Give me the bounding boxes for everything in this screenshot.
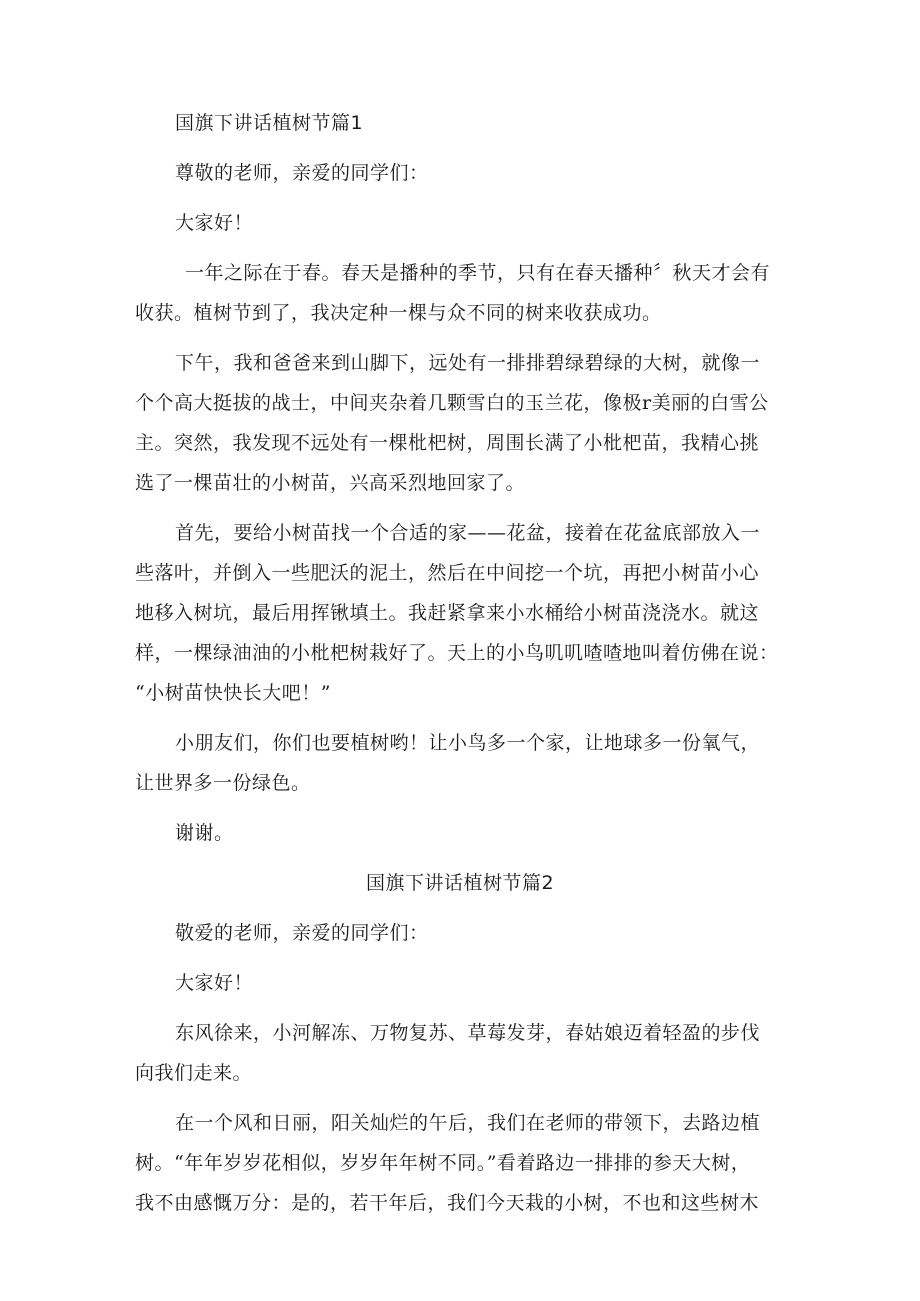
paragraph-line: 些落叶，并倒入一些肥沃的泥土，然后在中间挖一个坑，再把小树苗小心: [135, 562, 760, 584]
paragraph-line: “小树苗快快长大吧！”: [135, 682, 331, 704]
paragraph-line: 一年之际在于春。春天是播种的季节，只有在春天播种〞秋天才会有: [185, 262, 771, 284]
section2-salutation: 敬爱的老师，亲爱的同学们：: [175, 922, 429, 944]
section1-closing: 谢谢。: [175, 822, 234, 844]
section2-paragraph-2: [135, 1103, 785, 1223]
section2-greeting: 大家好！: [175, 972, 254, 994]
paragraph-line: 选了一棵苗壮的小树苗，兴高采烈地回家了。: [135, 472, 526, 494]
section1-paragraph-4: [135, 723, 785, 803]
paragraph-line: 主。突然，我发现不远处有一棵枇杷树，周围长满了小枇杷苗，我精心挑: [135, 432, 760, 454]
section1-paragraph-2: [135, 343, 785, 503]
section1-paragraph-1: [135, 253, 785, 333]
paragraph-line: 向我们走来。: [135, 1062, 253, 1084]
paragraph-line: 地移入树坑，最后用挥锹填土。我赶紧拿来小水桶给小树苗浇浇水。就这: [135, 602, 760, 624]
section1-salutation: 尊敬的老师，亲爱的同学们：: [175, 162, 429, 184]
paragraph-line: 样，一棵绿油油的小枇杷树栽好了。天上的小鸟叽叽喳喳地叫着仿佛在说：: [135, 642, 779, 664]
section1-paragraph-3: [135, 513, 785, 713]
section1-title: 国旗下讲话植树节篇1: [175, 112, 364, 134]
paragraph-line: 个个高大挺拔的战士，中间夹杂着几颗雪白的玉兰花，像极r美丽的白雪公: [135, 392, 769, 414]
paragraph-line: 树。“年年岁岁花相似，岁岁年年树不同。”看着路边一排排的参天大树，: [135, 1152, 751, 1174]
paragraph-line: 小朋友们，你们也要植树哟！让小鸟多一个家，让地球多一份氧气，: [175, 732, 761, 754]
paragraph-line: 下午，我和爸爸来到山脚下，远处有一排排碧绿碧绿的大树，就像一: [175, 352, 761, 374]
paragraph-line: 收获。植树节到了，我决定种一棵与众不同的树来收获成功。: [135, 302, 662, 324]
paragraph-line: 我不由感慨万分：是的，若干年后，我们今天栽的小树，不也和这些树木: [135, 1192, 760, 1214]
section1-greeting: 大家好！: [175, 212, 254, 234]
paragraph-line: 首先，要给小树苗找一个合适的家——花盆，接着在花盆底部放入一: [175, 522, 761, 544]
paragraph-line: 东风徐来，小河解冻、万物复苏、草莓发芽，春姑娘迈着轻盈的步伐: [175, 1022, 761, 1044]
document-body: [135, 103, 785, 1223]
section2-title: 国旗下讲话植树节篇2: [365, 872, 555, 894]
section2-paragraph-1: [135, 1013, 785, 1093]
paragraph-line: 让世界多一份绿色。: [135, 772, 311, 794]
paragraph-line: 在一个风和日丽，阳关灿烂的午后，我们在老师的带领下，去路边植: [175, 1112, 761, 1134]
